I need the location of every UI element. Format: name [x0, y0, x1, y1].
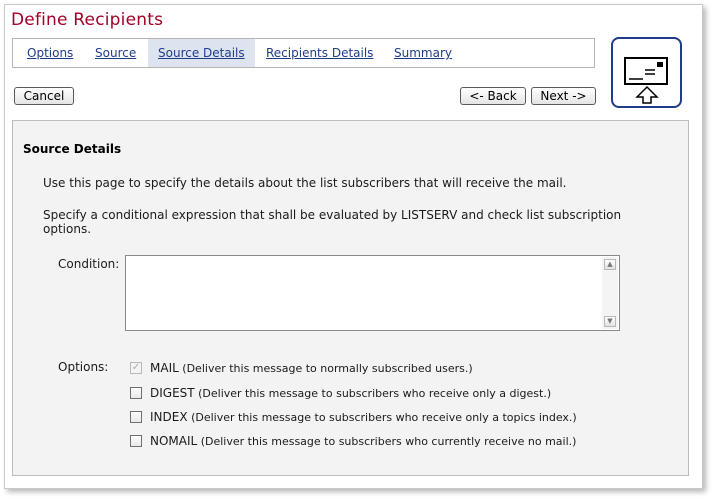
tab-options[interactable]: Options: [27, 46, 74, 60]
option-mail-description: (Deliver this message to normally subscribed users.): [182, 362, 473, 375]
tab-summary[interactable]: Summary: [394, 46, 452, 60]
option-nomail-name: NOMAIL: [150, 434, 198, 448]
option-index: [150, 410, 577, 424]
envelope-graphic: [613, 39, 680, 106]
option-mail: [150, 361, 473, 375]
tab-recipients-details[interactable]: Recipients Details: [266, 46, 374, 60]
option-digest-name: DIGEST: [150, 386, 195, 400]
mail-checkbox[interactable]: ✓: [131, 362, 141, 373]
index-checkbox[interactable]: [130, 411, 142, 423]
page-title: Define Recipients: [11, 10, 164, 30]
tab-source[interactable]: Source: [95, 46, 137, 60]
mail-envelope-icon: [611, 37, 682, 108]
cancel-button[interactable]: Cancel: [14, 87, 74, 105]
option-digest-description: (Deliver this message to subscribers who receive only a digest.): [198, 387, 552, 400]
back-button[interactable]: <- Back: [460, 87, 526, 105]
options-label: Options:: [58, 360, 109, 374]
condition-textarea[interactable]: [125, 255, 620, 331]
tab-source-details[interactable]: Source Details: [148, 39, 255, 67]
scroll-up-icon[interactable]: ▲: [604, 259, 616, 270]
option-index-description: (Deliver this message to subscribers who receive only a topics index.): [191, 411, 577, 424]
option-digest: [150, 386, 551, 400]
nomail-checkbox[interactable]: [130, 435, 142, 447]
wizard-tabs: [12, 38, 595, 68]
condition-scrollbar[interactable]: [602, 257, 618, 329]
next-button[interactable]: Next ->: [531, 87, 596, 105]
instruction-text: Specify a conditional expression that shall be evaluated by LISTSERV and check list subscription options.: [43, 208, 622, 236]
scroll-down-icon[interactable]: ▼: [604, 316, 616, 327]
condition-label: Condition:: [58, 257, 120, 271]
option-nomail-description: (Deliver this message to subscribers who currently receive no mail.): [200, 435, 577, 448]
digest-checkbox[interactable]: [130, 387, 142, 399]
intro-text: Use this page to specify the details about the list subscribers that will receive the mail.: [43, 176, 567, 190]
option-nomail: [150, 434, 576, 448]
option-index-name: INDEX: [150, 410, 188, 424]
section-title: Source Details: [23, 142, 122, 156]
option-mail-name: MAIL: [150, 361, 179, 375]
